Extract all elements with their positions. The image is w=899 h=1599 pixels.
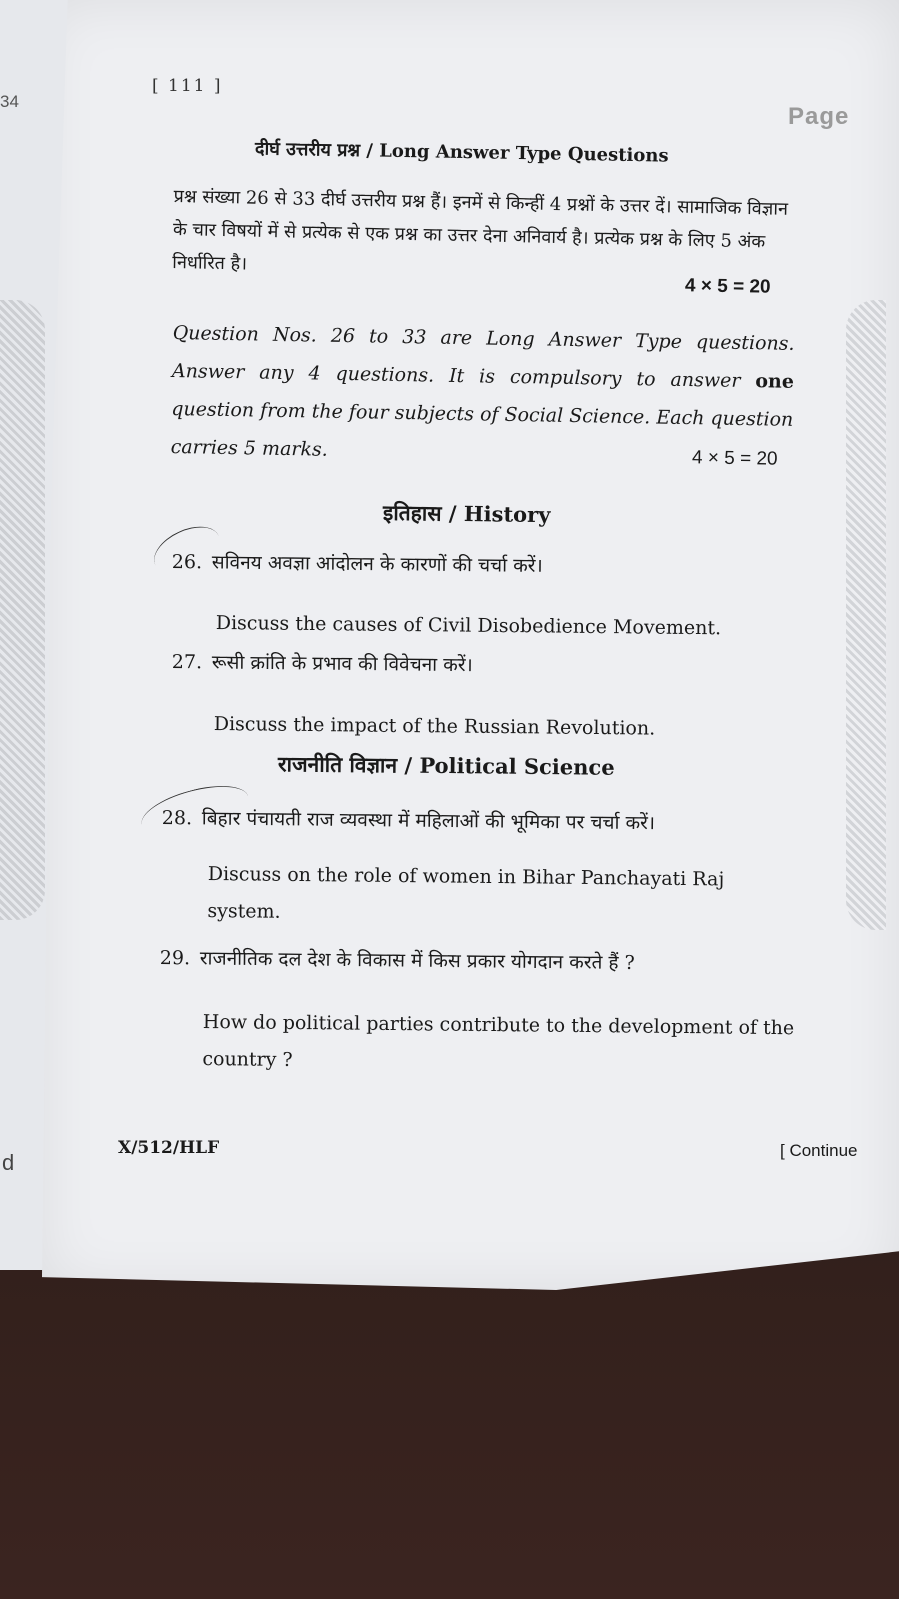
section-history: इतिहास / History — [382, 499, 551, 528]
continued-note: [ Continue — [780, 1141, 858, 1160]
page-code: [ 111 ] — [152, 76, 223, 96]
question-number: 26. — [171, 550, 203, 574]
question-27-english: Discuss the impact of the Russian Revolution. — [213, 712, 656, 740]
left-page-number: 34 — [0, 92, 19, 111]
question-27-hindi — [172, 648, 473, 677]
instructions-hindi: प्रश्न संख्या 26 से 33 दीर्घ उत्तरीय प्रश्न हैं। इनमें से किन्हीं 4 प्रश्नों के उत्तर दें। सामाजिक विज्ञान के चार विषयों में से प्रत्येक से एक प्रश्न का उत्तर देना अनिवार्य है। प्रत्येक प्रश्न के लिए 5 अंक निर्धारित है। — [172, 185, 789, 275]
left-margin-letter: d — [2, 1150, 15, 1175]
watermark-right-decoration — [846, 300, 886, 930]
marks-formula-english: 4 × 5 = 20 — [691, 447, 778, 470]
question-number: 27. — [171, 650, 203, 674]
instructions-english-part-a: Question Nos. 26 to 33 are Long Answer Type questions. Answer any 4 questions. It is compulsory to answer — [171, 321, 795, 393]
question-29-english: How do political parties contribute to the development of the country ? — [202, 1010, 795, 1071]
question-number: 28. — [161, 806, 193, 830]
watermark-left-decoration — [0, 300, 45, 920]
question-text-hindi: रूसी क्रांति के प्रभाव की विवेचना करें। — [211, 651, 473, 677]
question-29-hindi — [160, 944, 635, 975]
section-political-science: राजनीति विज्ञान / Political Science — [277, 751, 615, 780]
marks-formula-hindi: 4 × 5 = 20 — [684, 275, 771, 298]
instructions-english-bold: one — [755, 370, 795, 393]
question-28-english: Discuss on the role of women in Bihar Panchayati Raj system. — [207, 862, 725, 923]
question-text-hindi: बिहार पंचायती राज व्यवस्था में महिलाओं की भूमिका पर चर्चा करें। — [201, 807, 656, 835]
question-number: 29. — [159, 946, 191, 970]
section-heading: दीर्घ उत्तरीय प्रश्न / Long Answer Type Questions — [254, 138, 669, 167]
question-text-hindi: राजनीतिक दल देश के विकास में किस प्रकार योगदान करते हैं ? — [199, 947, 635, 974]
question-26-english: Discuss the causes of Civil Disobedience Movement. — [215, 611, 722, 640]
question-26-hindi — [172, 548, 543, 578]
page-stamp: Page — [788, 103, 850, 130]
question-text-hindi: सविनय अवज्ञा आंदोलन के कारणों की चर्चा करें। — [211, 551, 543, 577]
instructions-english-part-b: question from the four subjects of Social Science. Each question carries 5 marks. — [170, 397, 794, 461]
paper-code: X/512/HLF — [118, 1138, 220, 1158]
